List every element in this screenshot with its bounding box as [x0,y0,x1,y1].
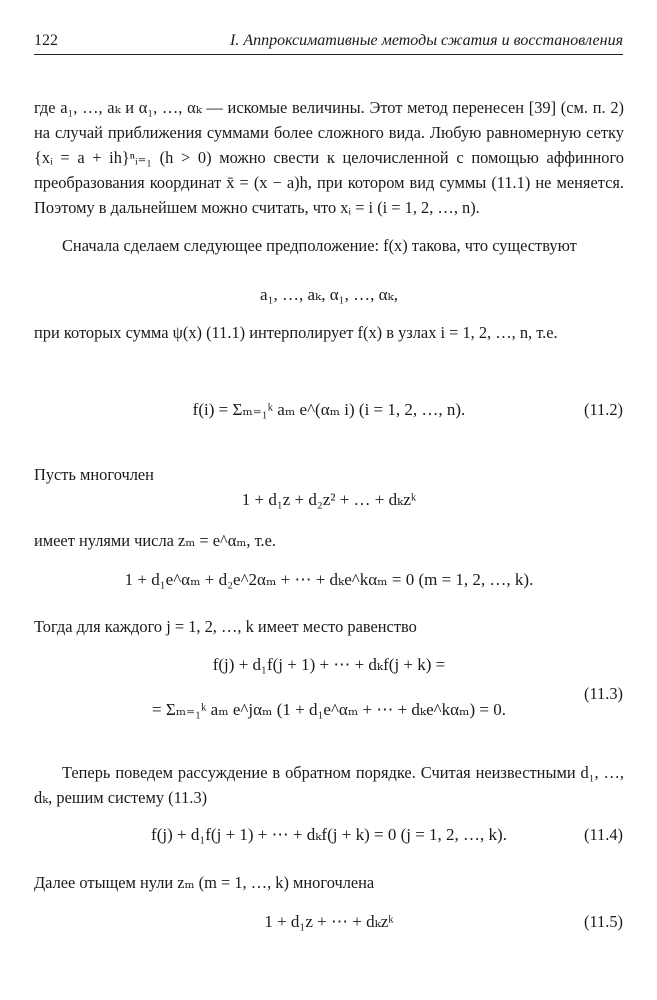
page-header [34,30,623,55]
equation-roots: 1 + d₁e^αₘ + d₂e^2αₘ + ⋯ + dₖe^kαₘ = 0 (m = 1, 2, …, k). [124,570,534,589]
paragraph-2: Сначала сделаем следующее предположение: f(x) такова, что существуют [62,236,577,255]
equation-11-4: f(j) + d₁f(j + 1) + ⋯ + dₖf(j + k) = 0 (j = 1, 2, …, k). [151,825,507,844]
paragraph-6: Тогда для каждого j = 1, 2, …, k имеет место равенство [34,617,417,636]
running-title: I. Аппроксимативные методы сжатия и восстановления [229,32,623,49]
equation-number-11-3: (11.3) [584,684,623,703]
page-number: 122 [34,32,58,49]
equation-11-2: f(i) = Σₘ₌₁ᵏ aₘ e^(αₘ i) (i = 1, 2, …, n). [192,400,466,419]
paragraph-8: Далее отыщем нули zₘ (m = 1, …, k) многочлена [34,873,375,892]
equation-number-11-4: (11.4) [584,825,623,844]
equation-parameters: a₁, …, aₖ, α₁, …, αₖ, [260,285,398,304]
paragraph-3: при которых сумма ψ(x) (11.1) интерполирует f(x) в узлах i = 1, 2, …, n, т.е. [34,323,558,342]
equation-number-11-5: (11.5) [584,912,623,931]
paragraph-1: где a₁, …, aₖ и α₁, …, αₖ — искомые величины. Этот метод перенесен [39] (см. п. 2) на случай приближения суммами более сложного вида. Любую равномерную сетку {xᵢ = a + ih}ⁿᵢ₌₁ (h > 0) можно свести к целочисленной с помощью аффинного преобразования координат x̄ = (x − a)h, при котором вид суммы (11.1) не меняется. Поэтому в дальнейшем можно считать, что xᵢ = i (i = 1, 2, …, n). [34,98,624,217]
equation-number-11-2: (11.2) [584,400,623,419]
equation-11-3-line-1: f(j) + d₁f(j + 1) + ⋯ + dₖf(j + k) = [212,655,446,674]
equation-11-5: 1 + d₁z + ⋯ + dₖzᵏ [264,912,394,931]
equation-polynomial: 1 + d₁z + d₂z² + … + dₖzᵏ [241,490,417,509]
paragraph-5: имеет нулями числа zₘ = e^αₘ, т.е. [34,531,276,550]
paragraph-7: Теперь поведем рассуждение в обратном порядке. Считая неизвестными d₁, …, dₖ, решим систему (11.3) [34,763,624,807]
equation-11-3-line-2: = Σₘ₌₁ᵏ aₘ e^jαₘ (1 + d₁e^αₘ + ⋯ + dₖe^kαₘ) = 0. [152,700,506,719]
paragraph-4: Пусть многочлен [34,465,154,484]
